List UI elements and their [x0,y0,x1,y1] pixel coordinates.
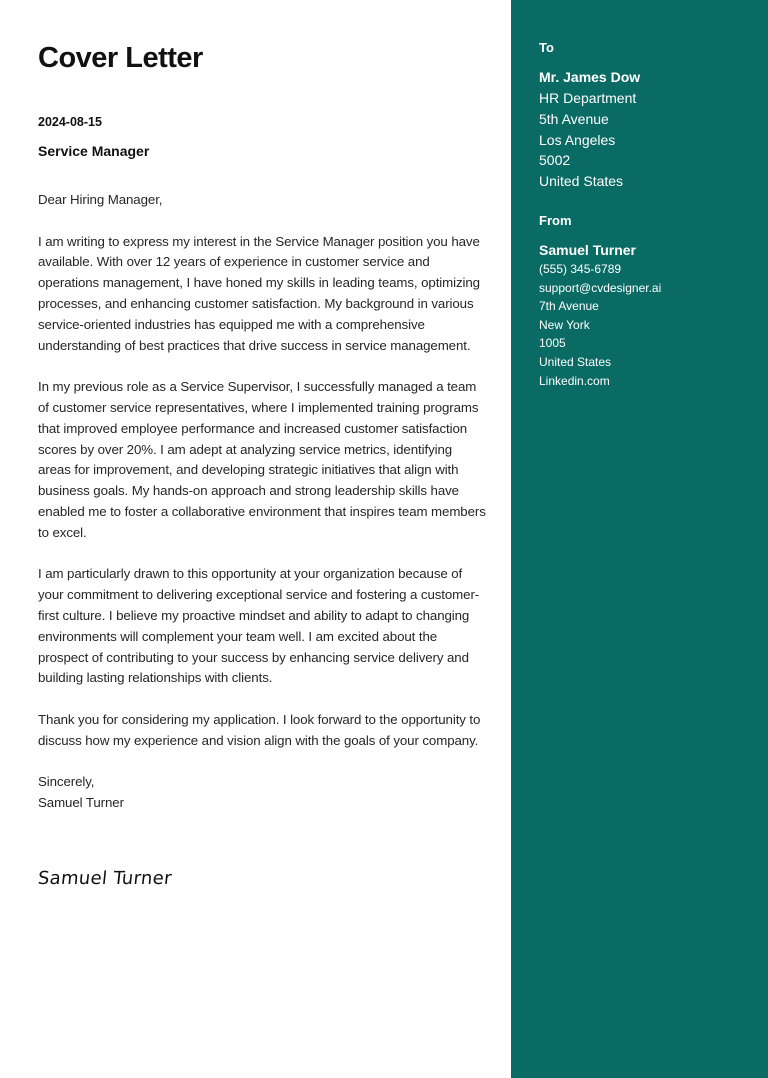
greeting: Dear Hiring Manager, [38,192,163,207]
recipient-zip: 5002 [539,152,571,169]
body-paragraph-1: I am writing to express my interest in the Service Manager position you have available. With over 12 years of experience in customer service and operations management, I have honed my skills in leading teams, optimizing processes, and enhancing customer satisfaction. My background in various service-oriented industries has equipped me with a comprehensive understanding of best practices that drive success in service management. [38,233,480,353]
handwritten-signature: Samuel Turner [36,868,173,889]
recipient-department: HR Department [539,90,637,106]
job-title: Service Manager [38,143,150,159]
sender-email: support@cvdesigner.ai [539,280,662,295]
closing-salutation: Sincerely, [38,774,95,790]
sender-contact [539,260,661,390]
recipient-address [539,88,636,192]
body-paragraph-4: Thank you for considering my application. I look forward to the opportunity to discuss how my experience and vision align with the goals of your company. [38,711,481,748]
letter-date: 2024-08-15 [38,115,102,129]
recipient-city: Los Angeles [539,131,616,148]
recipient-street: 5th Avenue [539,110,609,127]
from-heading: From [539,213,572,228]
page-title: Cover Letter [38,42,203,74]
to-heading: To [539,40,554,55]
recipient-name: Mr. James Dow [539,69,641,85]
sender-city: New York [539,317,590,332]
contact-sidebar [511,0,768,1078]
sender-phone: (555) 345-6789 [539,262,622,276]
closing-name: Samuel Turner [38,795,124,811]
sender-street: 7th Avenue [539,299,599,314]
closing-block [38,772,488,814]
body-paragraph-3: I am particularly drawn to this opportunity at your organization because of your commitment to delivering exceptional service and fostering a customer-first culture. I believe my proactive mindset and ability to adapt to changing environments will complement your team well. I am excited about the prospect of contributing to your success by enhancing service delivery and building lasting relationships with clients. [38,566,480,686]
sender-country: United States [539,354,612,369]
recipient-country: United States [539,173,624,190]
sender-zip: 1005 [539,336,566,351]
body-paragraph-2: In my previous role as a Service Supervisor, I successfully managed a team of customer service representatives, where I implemented training programs that improved employee performance and increased customer satisfaction scores by over 20%. I am adept at analyzing service metrics, identifying areas for improvement, and developing strategic initiatives that align with business goals. My hands-on approach and strong leadership skills have enabled me to foster a collaborative environment that inspires team members to excel. [38,379,486,540]
sender-website: Linkedin.com [539,373,610,388]
sender-name: Samuel Turner [539,242,636,258]
letter-body [38,190,488,814]
